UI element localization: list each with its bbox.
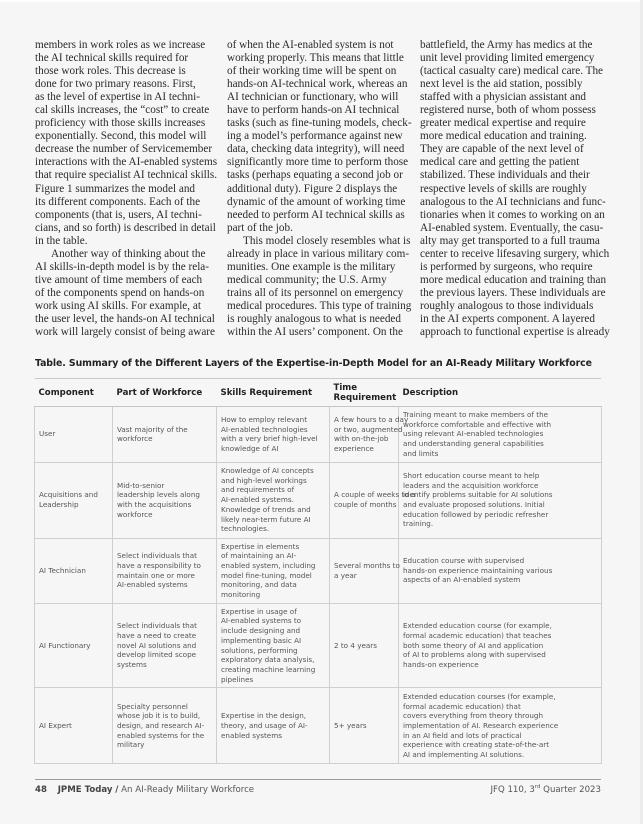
cell-line: technologies.	[221, 524, 270, 534]
text-line: proficiency with those skills increases	[35, 117, 206, 130]
cell-line: enabled systems for the	[117, 730, 205, 740]
cell-line: workforce	[117, 434, 153, 444]
cell-component	[35, 688, 113, 764]
cell-line: of maintaining an AI-	[221, 551, 297, 561]
text-line: battlefield, the Army has medics at the	[420, 39, 593, 51]
table-title-rule	[35, 378, 601, 379]
cell-line: both some theory of AI and application	[403, 640, 544, 650]
cell-skills-requirement	[217, 688, 330, 764]
text-line: of when the AI-enabled system is not	[227, 39, 394, 51]
text-line: AI-enabled system. Eventually, the casu-	[420, 221, 604, 234]
text-line: center to receive lifesaving surgery, which	[420, 247, 610, 260]
text-line: cians, and so forth) is described in detail	[35, 221, 216, 234]
text-line: the user level, the hands-on AI technical	[35, 312, 215, 325]
text-line: is performed by surgeons, who require	[420, 260, 593, 273]
cell-line: Vast majority of the	[117, 424, 188, 434]
table-row	[35, 407, 602, 463]
paragraph	[35, 248, 215, 339]
cell-line: creating machine learning	[221, 664, 316, 674]
cell-line: design, and research AI-	[117, 721, 205, 730]
journal-issue-ordinal: rd	[534, 784, 541, 791]
cell-line: have a need to create	[117, 630, 197, 640]
cell-time-requirement	[330, 538, 399, 603]
text-line: of their working time will be spent on	[227, 65, 397, 78]
text-line: They are capable of the next level of	[420, 143, 584, 156]
cell-line: solutions, performing	[221, 645, 298, 655]
cell-line: knowledge of AI	[221, 443, 279, 453]
cell-line: or two, augmented	[334, 424, 403, 434]
text-line: AI technician or functionary, who will	[227, 91, 399, 104]
cell-description	[399, 688, 602, 764]
cell-line: Knowledge of trends and	[221, 504, 311, 514]
cell-line: couple of months	[334, 500, 397, 510]
cell-line: model fine-tuning, model	[221, 570, 312, 580]
cell-line: Extended education course (for example,	[403, 621, 552, 631]
text-line: its different components. Each of the	[35, 195, 201, 208]
header-line: Time	[333, 382, 358, 393]
footer-running-head	[35, 785, 254, 795]
paragraph	[420, 39, 610, 339]
cell-line: hands-on experience	[403, 660, 479, 670]
paragraph	[227, 234, 412, 339]
text-line: in the table.	[35, 234, 88, 247]
cell-part-of-workforce	[113, 603, 217, 688]
cell-line: and evaluate proposed solutions. Initial	[403, 500, 545, 510]
cell-line: enabled systems	[221, 730, 282, 740]
table-title: Table. Summary of the Different Layers of the Expertise-in-Depth Model for an AI-Ready Military Workforce	[35, 358, 592, 369]
text-line: registered nurse, both of whom possess	[420, 104, 596, 117]
cell-line: systems	[117, 660, 147, 670]
cell-line: a year	[334, 570, 357, 580]
cell-time-requirement	[330, 462, 416, 538]
cell-component	[35, 538, 113, 603]
table-row	[35, 538, 602, 603]
cell-skills-requirement	[217, 462, 330, 538]
text-line: needed to perform AI technical skills as	[227, 208, 405, 221]
cell-part-of-workforce	[113, 407, 217, 463]
cell-line: education followed by periodic refresher	[403, 509, 549, 519]
text-line: trains all of its personnel on emergency	[227, 286, 404, 299]
text-column-2	[227, 39, 412, 339]
text-line: more medical education and training.	[420, 130, 587, 143]
text-line: This model closely resembles what is	[243, 234, 411, 247]
text-line: additional duty). Figure 2 displays the	[227, 182, 398, 195]
summary-table	[34, 380, 602, 764]
cell-line: have a responsibility to	[117, 560, 201, 570]
text-line: the previous layers. These individuals are	[420, 286, 606, 299]
text-line: within the AI users’ component. On the	[227, 326, 403, 339]
cell-line: theory, and usage of AI-	[221, 721, 308, 730]
text-line: Figure 1 summarizes the model and	[35, 182, 196, 195]
text-column-1	[35, 39, 218, 339]
cell-line: A couple of weeks to a	[334, 490, 416, 500]
text-line: dynamic of the amount of working time	[227, 195, 406, 208]
cell-line: hands-on experience maintaining various	[403, 565, 553, 575]
cell-skills-requirement	[217, 603, 330, 688]
cell-line: formal academic education) that teaches	[403, 630, 552, 640]
cell-component	[35, 462, 113, 538]
journal-issue-suffix: Quarter 2023	[540, 785, 601, 795]
header-part-of-workforce	[113, 380, 217, 407]
cell-line: training.	[403, 519, 434, 529]
cell-line: monitoring, and data	[221, 580, 297, 590]
cell-line: AI-enabled systems	[117, 580, 188, 590]
cell-description	[399, 538, 602, 603]
cell-line: identify problems suitable for AI solutions	[403, 490, 553, 500]
cell-line: Leadership	[39, 500, 79, 510]
table-row	[35, 462, 602, 538]
cell-description	[399, 462, 602, 538]
cell-line: Specialty personnel	[117, 701, 188, 711]
cell-component	[35, 407, 113, 463]
footer-separator: /	[115, 785, 119, 795]
cell-time-requirement	[330, 603, 399, 688]
cell-line: whose job it is to build,	[117, 711, 201, 721]
journal-issue-prefix: JFQ 110, 3	[490, 785, 535, 795]
text-line: work using AI skills. For example, at	[35, 299, 201, 312]
cell-line: AI and implementing AI solutions.	[403, 750, 525, 760]
footer-rule	[35, 779, 601, 780]
cell-skills-requirement	[217, 407, 330, 463]
text-line: significantly more time to perform those	[227, 156, 409, 169]
cell-line: in an AI field and lots of practical	[403, 730, 522, 740]
text-line: (tactical casualty care) medical care. The	[420, 65, 604, 78]
text-line: more medical education and training than	[420, 273, 607, 286]
cell-line: Knowledge of AI concepts	[221, 466, 314, 476]
cell-line: Extended education courses (for example,	[403, 691, 556, 701]
cell-line: maintain one or more	[117, 570, 195, 580]
cell-line: AI Expert	[39, 721, 72, 730]
text-line: that require specialist AI technical skills.	[35, 169, 218, 182]
table-header-row	[35, 380, 602, 407]
text-line: done for two primary reasons. First,	[35, 78, 196, 91]
text-line: ing a model’s performance against new	[227, 130, 403, 143]
cell-line: leaders and the acquisition workforce	[403, 480, 539, 490]
cell-description	[399, 407, 602, 463]
cell-line: implementing basic AI	[221, 635, 302, 645]
cell-line: workforce	[117, 509, 153, 519]
cell-line: experience with creating state-of-the-art	[403, 740, 550, 750]
cell-line: Acquisitions and	[39, 490, 98, 500]
text-line: in the AI experts component. A layered	[420, 312, 595, 325]
text-line: roughly analogous to those individuals	[420, 299, 594, 312]
cell-line: and requirements of	[221, 485, 295, 495]
cell-description	[399, 603, 602, 688]
cell-line: novel AI solutions and	[117, 640, 197, 650]
cell-line: of AI to problems along with supervised	[403, 650, 546, 660]
cell-part-of-workforce	[113, 688, 217, 764]
text-line: already in place in various military com-	[227, 247, 410, 260]
header-component	[35, 380, 113, 407]
header-time-requirement	[330, 380, 399, 407]
cell-line: formal academic education) that	[403, 701, 521, 711]
cell-line: Education course with supervised	[403, 556, 525, 566]
text-line: work will largely consist of being aware	[35, 326, 215, 339]
paragraph	[227, 39, 412, 235]
page-number: 48	[35, 785, 47, 795]
text-line: greater medical expertise and require	[420, 117, 586, 130]
cell-line: implementation of AI. Research experience	[403, 721, 559, 730]
text-line: decrease the number of Servicemember	[35, 143, 213, 156]
cell-line: and limits	[403, 448, 439, 458]
cell-line: Mid-to-senior	[117, 480, 165, 490]
text-line: approach to functional expertise is already	[420, 326, 610, 339]
table-row	[35, 688, 602, 764]
cell-line: 2 to 4 years	[334, 640, 377, 650]
cell-part-of-workforce	[113, 538, 217, 603]
text-line: medical community; the U.S. Army	[227, 273, 387, 286]
text-line: analogous to the AI technicians and func-	[420, 195, 606, 208]
cell-line: military	[117, 740, 145, 750]
cell-line: with the acquisitions	[117, 500, 192, 510]
cell-line: with a very brief high-level	[221, 434, 318, 444]
cell-line: leadership levels along	[117, 490, 200, 500]
cell-line: How to employ relevant	[221, 414, 308, 424]
cell-line: and understanding general capabilities	[403, 439, 544, 449]
cell-line: Training meant to make members of the	[403, 410, 549, 419]
text-line: next level is the aid station, possibly	[420, 78, 583, 91]
text-line: respective levels of skills are roughly	[420, 182, 587, 195]
cell-line: using relevant AI-enabled technologies	[403, 429, 544, 439]
text-line: working properly. This means that little	[227, 52, 404, 65]
cell-line: exploratory data analysis,	[221, 655, 315, 665]
paragraph	[35, 39, 218, 248]
cell-line: Expertise in elements	[221, 541, 300, 551]
cell-line: Several months to	[334, 560, 400, 570]
cell-line: AI Technician	[39, 565, 86, 575]
header-line: Skills Requirement	[220, 387, 313, 398]
text-line: alty may get transported to a full trauma	[420, 234, 600, 247]
cell-skills-requirement	[217, 538, 330, 603]
footer-journal-issue	[490, 785, 601, 795]
cell-line: 5+ years	[334, 721, 367, 730]
text-line: the AI technical skills required for	[35, 52, 189, 65]
text-line: those work roles. This decrease is	[35, 65, 186, 78]
header-line: Description	[402, 387, 459, 398]
cell-line: pipelines	[221, 674, 254, 684]
cell-component	[35, 603, 113, 688]
cell-line: Short education course meant to help	[403, 470, 540, 480]
cell-line: likely near-term future AI	[221, 514, 311, 524]
cell-line: AI Functionary	[39, 640, 91, 650]
cell-line: AI-enabled systems to	[221, 616, 302, 626]
cell-line: workforce comfortable and effective with	[403, 419, 552, 429]
text-line: hands-on AI-technical work, whereas an	[227, 78, 408, 91]
text-line: components (that is, users, AI techni-	[35, 208, 202, 221]
cell-line: AI-enabled systems.	[221, 495, 294, 505]
header-description	[399, 380, 602, 407]
text-line: staffed with a physician assistant and	[420, 91, 587, 104]
cell-line: Select individuals that	[117, 551, 197, 561]
text-column-3	[420, 39, 610, 339]
text-line: cal skills increases, the “cost” to create	[35, 104, 210, 117]
cell-line: experience	[334, 443, 374, 453]
cell-line: monitoring	[221, 590, 261, 600]
text-line: tionaries when it comes to working on an	[420, 208, 605, 221]
text-line: Another way of thinking about the	[51, 247, 206, 260]
cell-line: include designing and	[221, 626, 301, 636]
cell-line: develop limited scope	[117, 650, 197, 660]
cell-part-of-workforce	[113, 462, 217, 538]
text-line: as the level of expertise in AI techni-	[35, 91, 200, 104]
text-line: tasks (such as fine-tuning models, check-	[227, 117, 412, 130]
cell-line: enabled system, including	[221, 560, 316, 570]
cell-time-requirement	[330, 688, 399, 764]
cell-time-requirement	[330, 407, 409, 463]
footer-section: JPME Today	[57, 785, 113, 795]
text-line: interactions with the AI-enabled systems	[35, 156, 218, 169]
cell-line: aspects of an AI-enabled system	[403, 575, 521, 585]
text-line: have to perform hands-on AI technical	[227, 104, 400, 117]
header-line: Component	[38, 387, 94, 398]
table-row	[35, 603, 602, 688]
text-line: stabilized. These individuals and their	[420, 169, 590, 182]
cell-line: Expertise in the design,	[221, 711, 307, 721]
text-line: data, checking data integrity), will need	[227, 143, 405, 156]
footer-article-title: An AI-Ready Military Workforce	[121, 785, 255, 795]
header-line: Part of Workforce	[116, 387, 203, 398]
header-line: Requirement	[333, 392, 397, 403]
text-line: unit level providing limited emergency	[420, 52, 595, 65]
cell-line: covers everything from theory through	[403, 711, 544, 721]
text-line: of the components spend on hands-on	[35, 286, 205, 299]
header-skills-requirement	[217, 380, 330, 407]
text-line: medical care and getting the patient	[420, 156, 580, 169]
cell-line: with on-the-job	[334, 434, 389, 444]
text-line: AI skills-in-depth model is by the rela-	[35, 260, 209, 273]
text-line: is roughly analogous to what is needed	[227, 312, 401, 325]
cell-line: and high-level workings	[221, 475, 307, 485]
text-line: part of the job.	[227, 221, 293, 234]
cell-line: User	[39, 429, 56, 439]
cell-line: Select individuals that	[117, 621, 197, 631]
page-top-edge	[0, 0, 643, 2]
text-line: munities. One example is the military	[227, 260, 396, 273]
text-line: exponentially. Second, this model will	[35, 130, 207, 143]
text-line: medical procedures. This type of training	[227, 299, 412, 312]
table-body	[35, 407, 602, 764]
text-line: tasks (perhaps equating a second job or	[227, 169, 403, 182]
cell-line: Expertise in usage of	[221, 606, 297, 616]
cell-line: A few hours to a day	[334, 414, 409, 424]
cell-line: AI-enabled technologies	[221, 424, 308, 434]
text-line: tive amount of time members of each	[35, 273, 203, 286]
text-line: members in work roles as we increase	[35, 39, 206, 51]
